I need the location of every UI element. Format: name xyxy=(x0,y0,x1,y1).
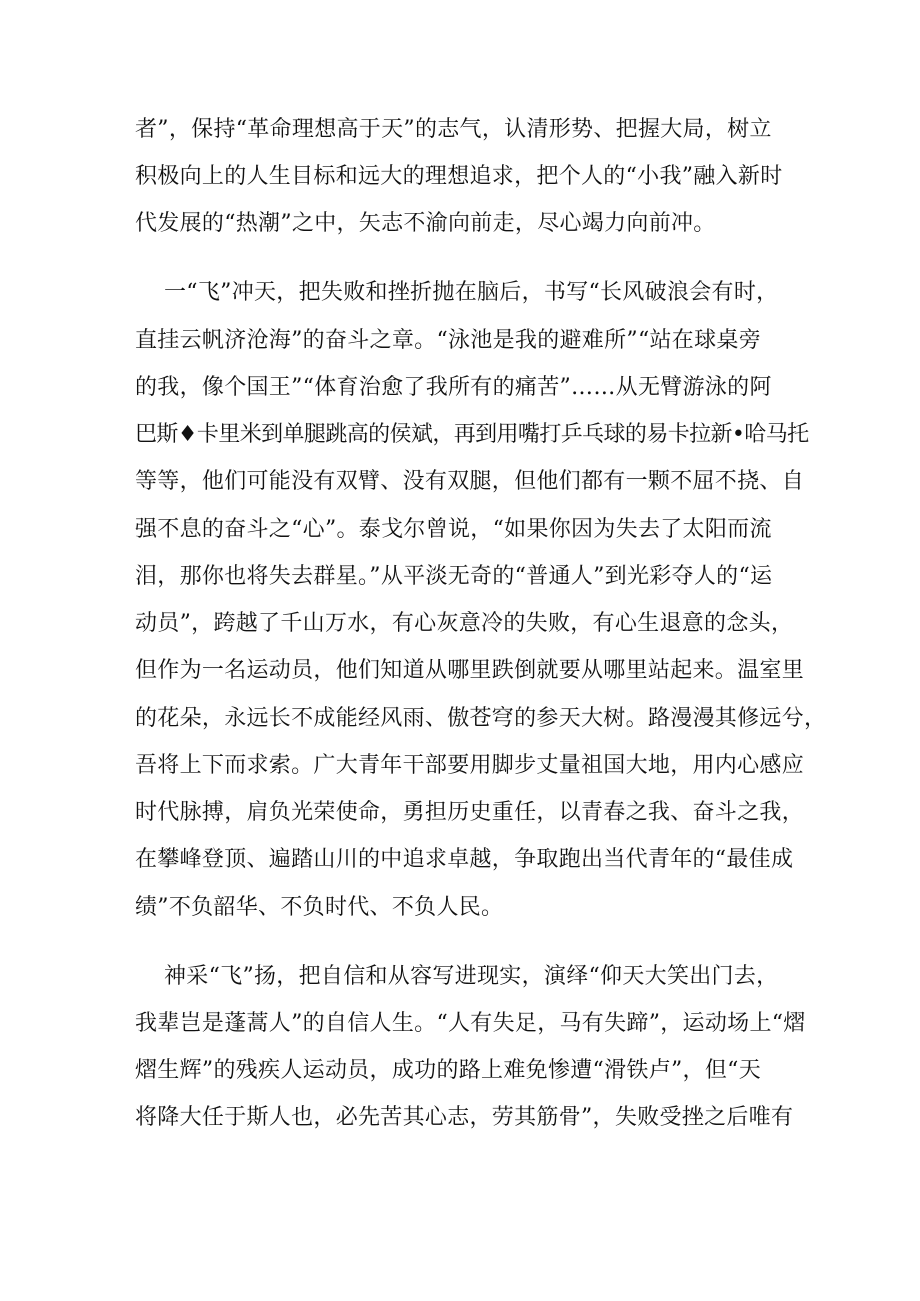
paragraph-1-line-2: 积极向上的人生目标和远大的理想追求，把个人的“小我”融入新时 xyxy=(135,164,783,189)
paragraph-2-line-3: 的我，像个国王”“体育治愈了我所有的痛苦”……从无臂游泳的阿 xyxy=(135,375,772,400)
paragraph-2-line-11: 吾将上下而求索。广大青年干部要用脚步丈量祖国大地，用内心感应 xyxy=(135,753,805,778)
paragraph-2-line-2: 直挂云帆济沧海”的奋斗之章。“泳池是我的避难所”“站在球桌旁 xyxy=(135,328,761,353)
paragraph-2-line-7: 泪，那你也将失去群星。”从平淡无奇的“普通人”到光彩夺人的“运 xyxy=(135,564,773,589)
paragraph-2-line-8: 动员”，跨越了千山万水，有心灰意冷的失败，有心生退意的念头， xyxy=(135,611,794,636)
paragraph-2-line-1: 一“飞”冲天，把失败和挫折抛在脑后，书写“长风破浪会有时， xyxy=(164,280,779,305)
paragraph-2-line-5: 等等，他们可能没有双臂、没有双腿，但他们都有一颗不屈不挠、自 xyxy=(135,469,805,494)
paragraph-1-line-3: 代发展的“热潮”之中，矢志不渝向前走，尽心竭力向前冲。 xyxy=(135,211,716,236)
paragraph-2-line-4: 巴斯♦卡里米到单腿跳高的侯斌，再到用嘴打乒乓球的易卡拉新•哈马托 xyxy=(135,422,809,447)
paragraph-2-line-13: 在攀峰登顶、遍踏山川的中追求卓越，争取跑出当代青年的“最佳成 xyxy=(135,847,794,872)
paragraph-2-line-9: 但作为一名运动员，他们知道从哪里跌倒就要从哪里站起来。温室里 xyxy=(135,658,805,683)
paragraph-1-line-1: 者”，保持“革命理想高于天”的志气，认清形势、把握大局，树立 xyxy=(135,117,772,142)
paragraph-2-line-12: 时代脉搏，肩负光荣使命，勇担历史重任，以青春之我、奋斗之我， xyxy=(135,800,805,825)
paragraph-2-line-14: 绩”不负韶华、不负时代、不负人民。 xyxy=(135,895,504,920)
paragraph-2-line-10: 的花朵，永远长不成能经风雨、傲苍穹的参天大树。路漫漫其修远兮， xyxy=(135,706,827,731)
paragraph-3-line-4: 将降大任于斯人也，必先苦其心志，劳其筋骨”，失败受挫之后唯有 xyxy=(135,1105,794,1130)
paragraph-2-line-6: 强不息的奋斗之“心”。泰戈尔曾说，“如果你因为失去了太阳而流 xyxy=(135,517,772,542)
paragraph-3-line-1: 神采“飞”扬，把自信和从容写进现实，演绎“仰天大笑出门去， xyxy=(164,964,779,989)
paragraph-3-line-2: 我辈岂是蓬蒿人”的自信人生。“人有失足，马有失蹄”，运动场上“熠 xyxy=(135,1011,806,1036)
paragraph-3-line-3: 熠生辉”的残疾人运动员，成功的路上难免惨遭“滑铁卢”，但“天 xyxy=(135,1058,761,1083)
